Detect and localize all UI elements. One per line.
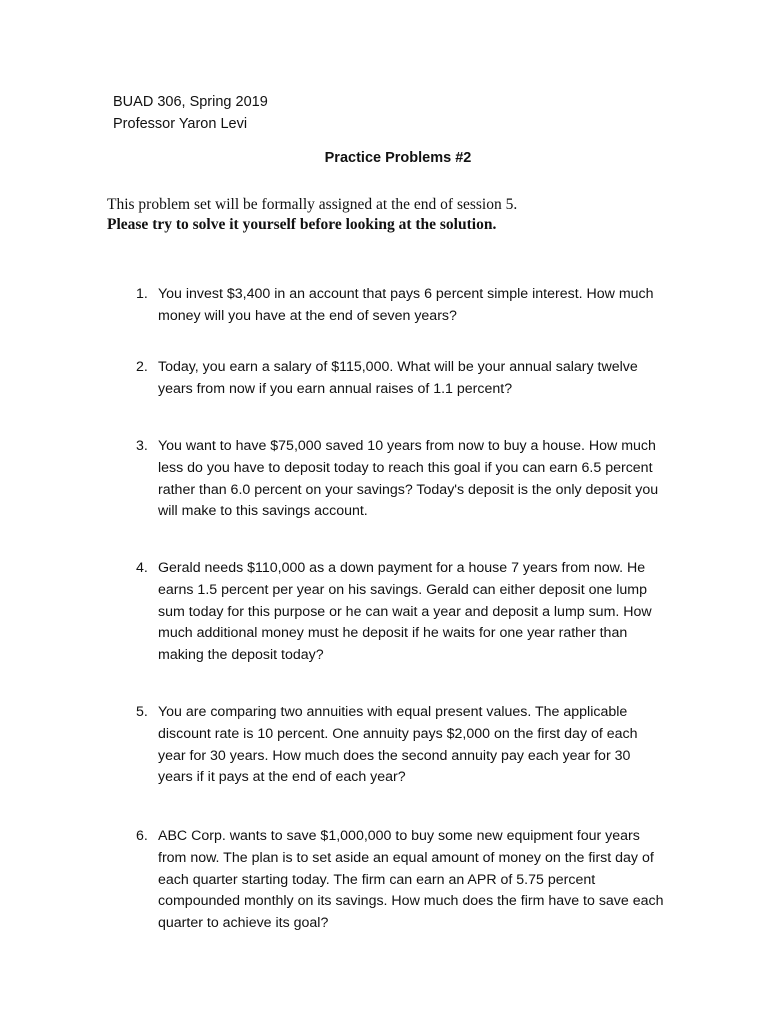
problem-item [136,436,666,523]
problem-item [136,702,666,789]
problem-number: 4. [136,560,148,576]
intro-instruction: Please try to solve it yourself before looking at the solution. [107,216,497,233]
problem-number: 5. [136,704,148,720]
problem-text: Today, you earn a salary of $115,000. What will be your annual salary twelve years from now if you earn annual raises of 1.1 percent? [158,359,638,397]
problem-number: 2. [136,359,148,375]
problem-number: 3. [136,438,148,454]
problem-text: Gerald needs $110,000 as a down payment for a house 7 years from now. He earns 1.5 percent per year on his savings. Gerald can either deposit one lump sum today for this purpose or he can wait a year and deposit a lump sum. How much additional money must he deposit if he waits for one year rather than making the deposit today? [158,560,652,664]
intro-assignment-note: This problem set will be formally assigned at the end of session 5. [107,196,518,213]
problem-item [136,826,666,935]
problem-item [136,284,666,328]
problem-number: 1. [136,286,148,302]
problem-number: 6. [136,828,148,844]
problem-text: You are comparing two annuities with equal present values. The applicable discount rate is 10 percent. One annuity pays $2,000 on the first day of each year for 30 years. How much does the second annuity pay each year for 30 years if it pays at the end of each year? [158,704,638,786]
problem-text: You want to have $75,000 saved 10 years from now to buy a house. How much less do you have to deposit today to reach this goal if you can earn 6.5 percent rather than 6.0 percent on your savings? Today's deposit is the only deposit you will make to this savings account. [158,438,659,520]
professor-line: Professor Yaron Levi [113,116,248,132]
course-line: BUAD 306, Spring 2019 [113,94,268,110]
problem-text: ABC Corp. wants to save $1,000,000 to buy some new equipment four years from now. The plan is to set aside an equal amount of money on the first day of each quarter starting today. The firm can earn an APR of 5.75 percent compounded monthly on its savings. How much does the firm have to save each quarter to achieve its goal? [158,828,664,932]
problem-text: You invest $3,400 in an account that pays 6 percent simple interest. How much money will you have at the end of seven years? [158,286,654,324]
problem-item [136,558,666,667]
problem-item [136,357,666,401]
document-title: Practice Problems #2 [324,150,472,166]
